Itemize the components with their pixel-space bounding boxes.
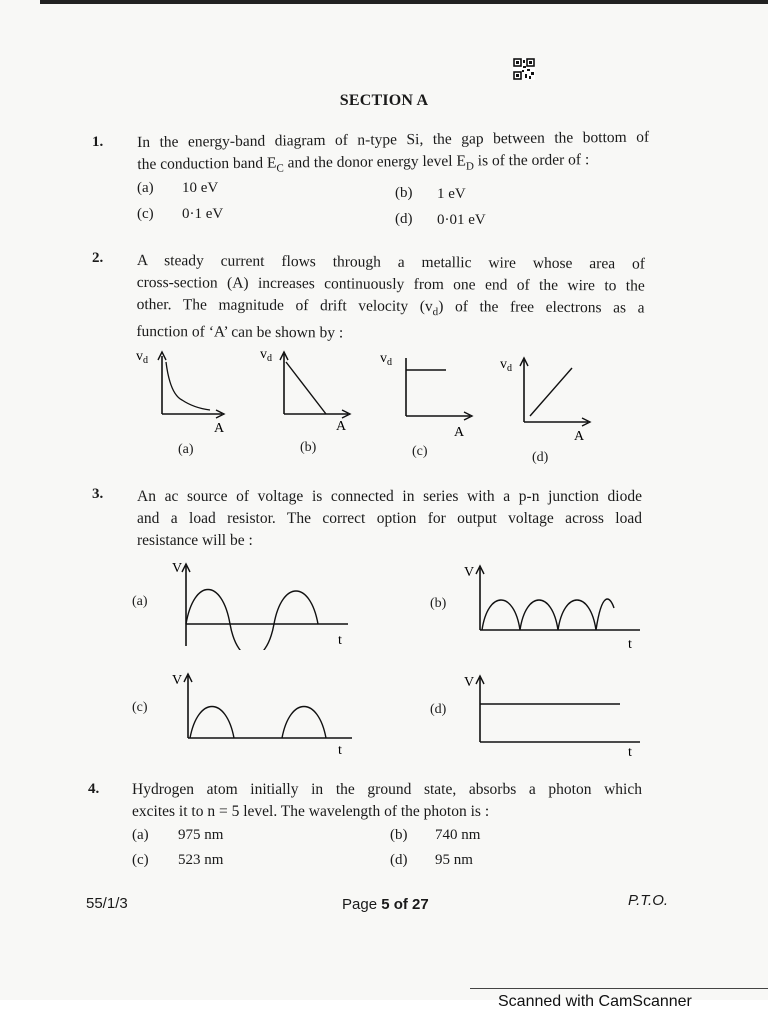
q3a-x-axis-label: t: [338, 633, 342, 648]
paper-code: 55/1/3: [86, 895, 128, 912]
q4-option-a-text: 975 nm: [178, 827, 224, 843]
q3-graph-a: [168, 558, 358, 650]
q3c-y-axis-label: V: [172, 673, 183, 688]
q2c-y-axis-label: $v_d$: [380, 351, 392, 368]
q3-graph-a-label: (a): [132, 594, 148, 609]
q3-graph-d: [462, 670, 642, 760]
q1-option-a-label: (a): [137, 180, 154, 196]
question-3-line-2: and a load resistor. The correct option for output voltage across load: [137, 510, 642, 527]
question-2-line-1: A steady current flows through a metallic wire whose area of: [136, 251, 645, 273]
q2-graph-d: [498, 346, 598, 444]
q2a-x-axis-label: A: [214, 421, 225, 436]
q3b-x-axis-label: t: [628, 637, 632, 652]
q3-graph-d-label: (d): [430, 702, 447, 717]
qr-code-icon: [513, 58, 535, 80]
q3a-y-axis-label: V: [172, 561, 183, 576]
q3-graph-b: [462, 560, 642, 652]
q1-option-d-text: 0·01 eV: [437, 212, 486, 228]
q2-graph-d-label: (d): [532, 450, 549, 465]
question-1-number: 1.: [92, 134, 104, 150]
q2-graph-b-label: (b): [300, 440, 317, 455]
watermark-divider: [470, 988, 768, 989]
q2-graph-a: [130, 342, 230, 437]
q1-option-c-label: (c): [137, 206, 154, 222]
q2-graph-a-label: (a): [178, 442, 194, 457]
q1-option-d-label: (d): [395, 211, 413, 227]
question-3-text: [137, 486, 642, 552]
q2a-y-axis-label: $v_d$: [136, 349, 148, 366]
question-2-line-2: cross-section (A) increases continuously from one end of the wire to the: [136, 273, 645, 295]
q4-option-d-label: (d): [390, 852, 408, 868]
q3d-y-axis-label: V: [464, 675, 475, 690]
q3-graph-b-label: (b): [430, 596, 447, 611]
question-3-number: 3.: [92, 486, 104, 502]
q2b-x-axis-label: A: [336, 419, 347, 434]
q2b-y-axis-label: $v_d$: [260, 347, 272, 364]
q1-option-c-text: 0·1 eV: [182, 206, 224, 222]
q4-option-b-label: (b): [390, 827, 408, 843]
question-3-line-1: An ac source of voltage is connected in series with a p-n junction diode: [137, 488, 642, 505]
question-4-number: 4.: [88, 781, 100, 797]
pto-label: P.T.O.: [628, 892, 669, 909]
page-number: Page 5 of 27: [342, 896, 429, 913]
q4-option-b-text: 740 nm: [435, 827, 481, 843]
q2-graph-c-label: (c): [412, 444, 428, 459]
question-2-number: 2.: [92, 250, 104, 266]
section-title: SECTION A: [339, 92, 429, 109]
q3d-x-axis-label: t: [628, 745, 632, 760]
question-2-line-4: function of ‘A’ can be shown by :: [136, 323, 344, 342]
page-top-edge: [40, 0, 768, 4]
question-4-line-1: Hydrogen atom initially in the ground state, absorbs a photon which: [132, 781, 642, 798]
q3-graph-c-label: (c): [132, 700, 148, 715]
q1-option-b-text: 1 eV: [437, 186, 466, 202]
q3b-y-axis-label: V: [464, 565, 475, 580]
q4-option-c-label: (c): [132, 852, 149, 868]
q1-option-a-text: 10 eV: [182, 180, 219, 196]
q2d-x-axis-label: A: [574, 429, 585, 444]
q4-option-a-label: (a): [132, 827, 149, 843]
question-1-line-1: In the energy-band diagram of n-type Si, the gap between the bottom of: [137, 128, 650, 151]
q2-graph-c: [378, 346, 478, 441]
question-2-text: [136, 250, 645, 347]
q2-graph-b: [258, 340, 358, 435]
q4-option-d-text: 95 nm: [435, 852, 473, 868]
q2c-x-axis-label: A: [454, 425, 465, 440]
q3-graph-c: [170, 668, 360, 758]
question-4-text: [132, 779, 642, 823]
q2d-y-axis-label: $v_d$: [500, 357, 512, 374]
question-1-text: [137, 127, 649, 181]
camscanner-watermark: Scanned with CamScanner: [498, 993, 692, 1010]
q4-option-c-text: 523 nm: [178, 852, 224, 868]
q1-option-b-label: (b): [395, 185, 413, 201]
question-1-line-2: the conduction band $E_C$ and the donor energy level $E_D$ is of the order of :: [137, 151, 590, 175]
q3c-x-axis-label: t: [338, 743, 342, 758]
question-2-line-3: other. The magnitude of drift velocity $(v_d)$ of the free electrons as a: [136, 295, 645, 319]
question-4-line-2: excites it to n = 5 level. The wavelength of the photon is :: [132, 803, 490, 820]
question-3-line-3: resistance will be :: [137, 532, 253, 549]
